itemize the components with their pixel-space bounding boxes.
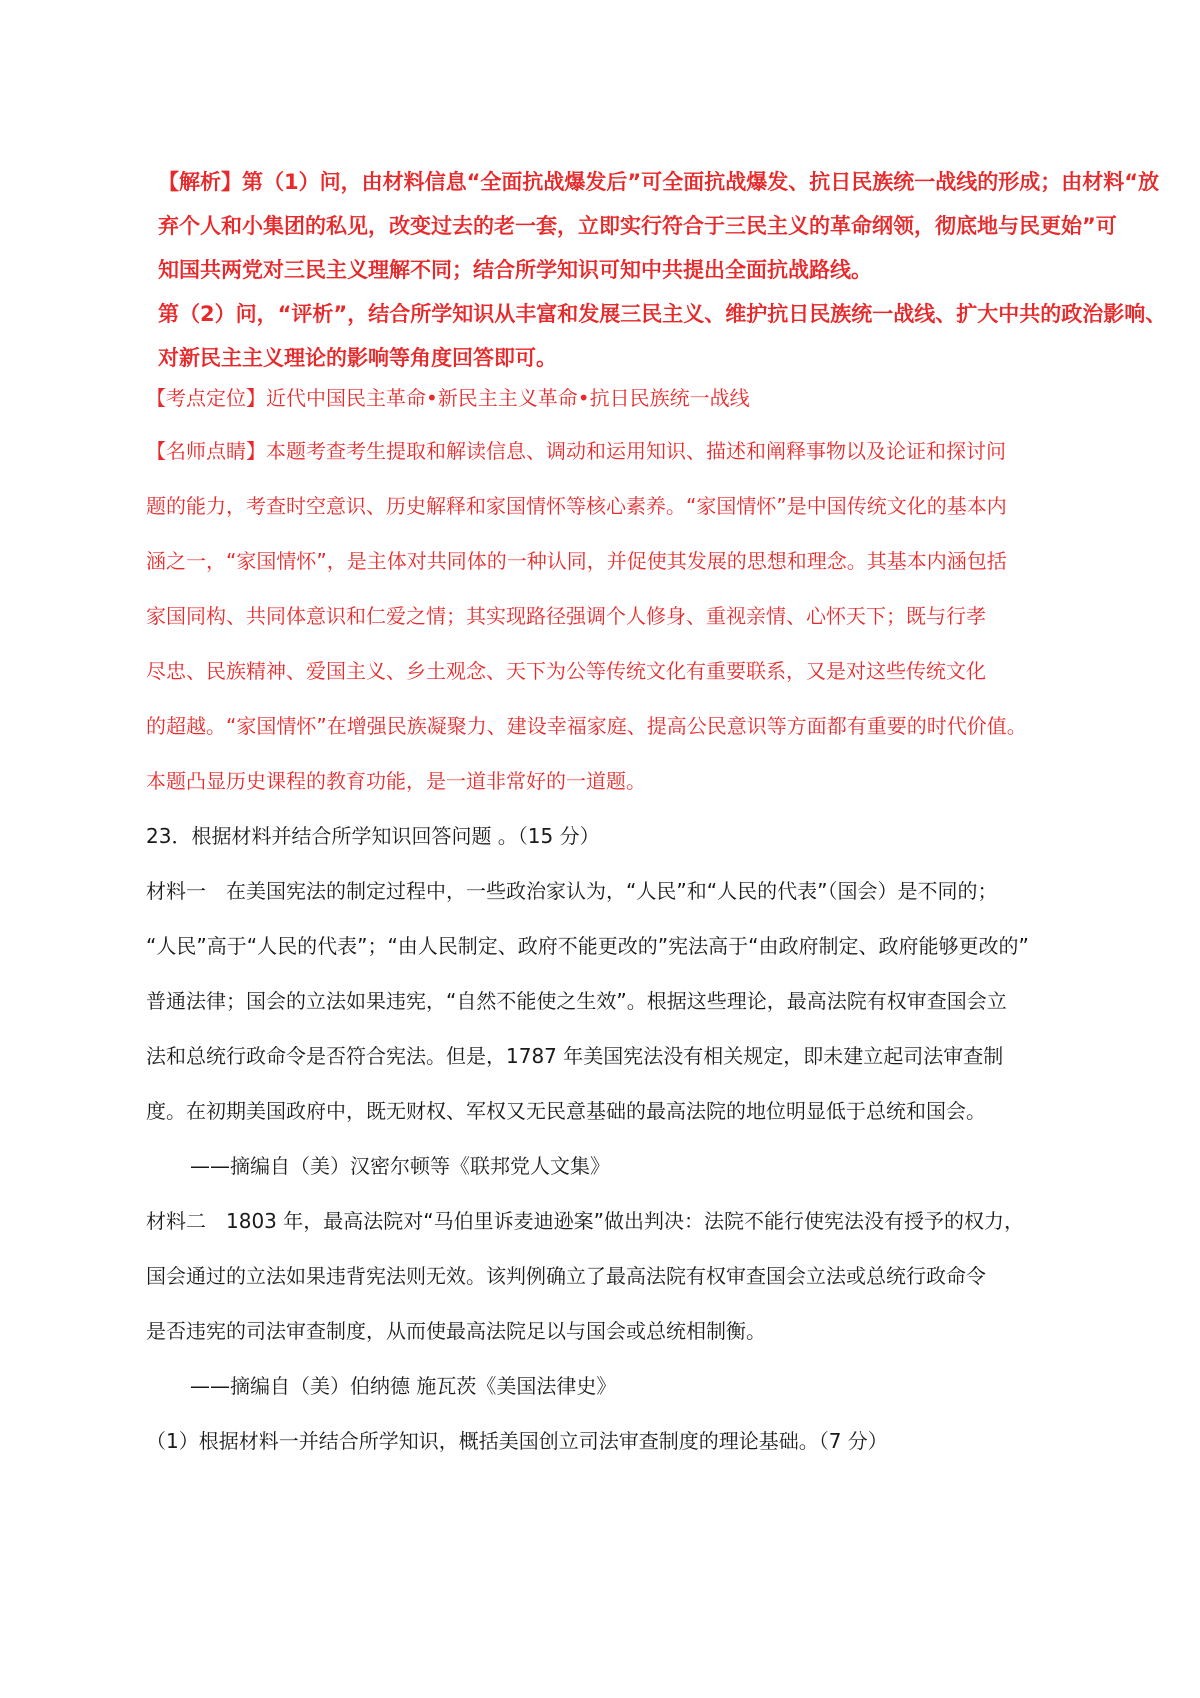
analysis-line-4: 第（2）问，“评析”，结合所学知识从丰富和发展三民主义、维护抗日民族统一战线、扩大中共的政治影响、 (158, 302, 1167, 326)
material2-line-1: 材料二 1803 年，最高法院对“马伯里诉麦迪逊案”做出判决：法院不能行使宪法没有授予的权力， (146, 1209, 1024, 1233)
mingshi-line-3: 涵之一，“家国情怀”，是主体对共同体的一种认同，并促使其发展的思想和理念。其基本内涵包括 (146, 549, 1007, 573)
material2-source: ——摘编自（美）伯纳德 施瓦茨《美国法律史》 (190, 1374, 617, 1398)
material2-line-3: 是否违宪的司法审查制度，从而使最高法院足以与国会或总统相制衡。 (146, 1319, 766, 1343)
material1-line-1: 材料一 在美国宪法的制定过程中，一些政治家认为，“人民”和“人民的代表”（国会）是不同的； (146, 879, 998, 903)
material1-line-2: “人民”高于“人民的代表”；“由人民制定、政府不能更改的”宪法高于“由政府制定、政府能够更改的” (146, 934, 1029, 958)
material1-line-3: 普通法律；国会的立法如果违宪，“自然不能使之生效”。根据这些理论，最高法院有权审查国会立 (146, 989, 1007, 1013)
mingshi-line-6: 的超越。“家国情怀”在增强民族凝聚力、建设幸福家庭、提高公民意识等方面都有重要的时代价值。 (146, 714, 1027, 738)
subquestion-1: （1）根据材料一并结合所学知识，概括美国创立司法审查制度的理论基础。（7 分） (146, 1429, 888, 1453)
analysis-line-2: 弃个人和小集团的私见，改变过去的老一套，立即实行符合于三民主义的革命纲领，彻底地与民更始”可 (158, 214, 1117, 238)
mingshi-line-4: 家国同构、共同体意识和仁爱之情；其实现路径强调个人修身、重视亲情、心怀天下；既与行孝 (146, 604, 986, 628)
material1-line-5: 度。在初期美国政府中，既无财权、军权又无民意基础的最高法院的地位明显低于总统和国会。 (146, 1099, 986, 1123)
material2-line-2: 国会通过的立法如果违背宪法则无效。该判例确立了最高法院有权审查国会立法或总统行政命令 (146, 1264, 986, 1288)
mingshi-line-2: 题的能力，考查时空意识、历史解释和家国情怀等核心素养。“家国情怀”是中国传统文化的基本内 (146, 494, 1007, 518)
material1-line-4: 法和总统行政命令是否符合宪法。但是，1787 年美国宪法没有相关规定，即未建立起司法审查制 (146, 1044, 1004, 1068)
kaodian-line: 【考点定位】近代中国民主革命•新民主主义革命•抗日民族统一战线 (146, 386, 750, 410)
material1-source: ——摘编自（美）汉密尔顿等《联邦党人文集》 (190, 1154, 610, 1178)
analysis-line-1: 【解析】第（1）问，由材料信息“全面抗战爆发后”可全面抗战爆发、抗日民族统一战线的形成；由材料“放 (158, 170, 1160, 194)
analysis-line-3: 知国共两党对三民主义理解不同；结合所学知识可知中共提出全面抗战路线。 (158, 258, 872, 282)
mingshi-line-1: 【名师点睛】本题考查考生提取和解读信息、调动和运用知识、描述和阐释事物以及论证和探讨问 (146, 439, 1006, 463)
question-title: 23．根据材料并结合所学知识回答问题 。（15 分） (146, 824, 600, 848)
analysis-line-5: 对新民主主义理论的影响等角度回答即可。 (158, 346, 557, 370)
mingshi-line-5: 尽忠、民族精神、爱国主义、乡土观念、天下为公等传统文化有重要联系，又是对这些传统文化 (146, 659, 986, 683)
mingshi-line-7: 本题凸显历史课程的教育功能，是一道非常好的一道题。 (146, 769, 646, 793)
